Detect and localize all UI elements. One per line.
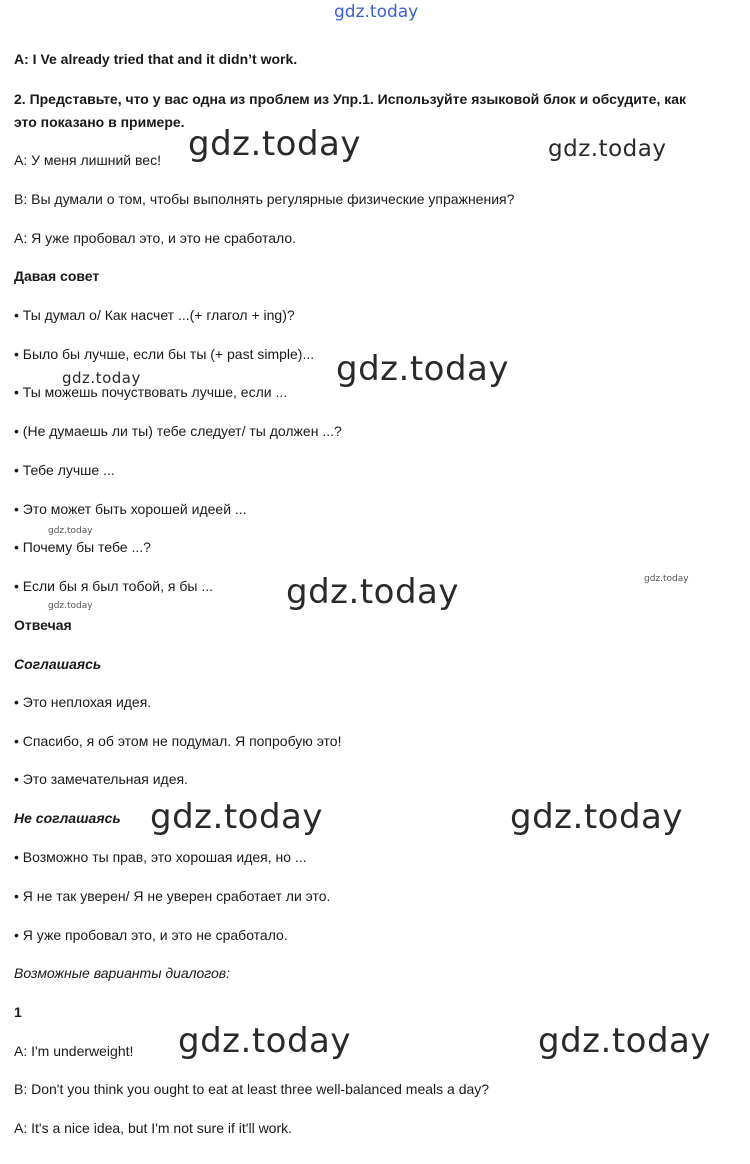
agree-item-3: • Это замечательная идея.: [14, 771, 188, 787]
task-2-heading-line-2: это показано в примере.: [14, 114, 185, 130]
example-line-b-exercise: B: Вы думали о том, чтобы выполнять регулярные физические упражнения?: [14, 191, 515, 207]
advice-item-3: • Ты можешь почуствовать лучше, если ...: [14, 384, 288, 400]
watermark-text: gdz.today: [48, 526, 93, 536]
example-line-a-tried: A: Я уже пробовал это, и это не сработало.: [14, 230, 297, 246]
advice-item-7: • Почему бы тебе ...?: [14, 539, 151, 555]
section-heading-giving-advice: Давая совет: [14, 268, 100, 284]
section-heading-responding: Отвечая: [14, 617, 72, 633]
disagree-item-1: • Возможно ты прав, это хорошая идея, но ...: [14, 849, 307, 865]
watermark-text: gdz.today: [538, 1021, 711, 1061]
watermark-text: gdz.today: [62, 369, 141, 387]
dialog-number-1: 1: [14, 1004, 22, 1020]
disagree-item-3: • Я уже пробовал это, и это не сработало.: [14, 927, 288, 943]
section-heading-sample-dialogs: Возможные варианты диалогов:: [14, 965, 230, 981]
disagree-item-2: • Я не так уверен/ Я не уверен сработает ли это.: [14, 888, 331, 904]
subheading-disagreeing: Не соглашаясь: [14, 810, 121, 826]
advice-item-2: • Было бы лучше, если бы ты (+ past simple)...: [14, 346, 315, 362]
task-2-heading-line-1: 2. Представьте, что у вас одна из проблем из Упр.1. Используйте языковой блок и обсудите, как: [14, 91, 687, 107]
agree-item-1: • Это неплохая идея.: [14, 694, 152, 710]
watermark-text: gdz.today: [510, 797, 683, 837]
watermark-text: gdz.today: [286, 572, 459, 612]
advice-item-4: • (Не думаешь ли ты) тебе следует/ ты должен ...?: [14, 423, 342, 439]
header-watermark-link[interactable]: gdz.today: [334, 2, 419, 22]
advice-item-1: • Ты думал о/ Как насчет ...(+ глагол + ing)?: [14, 307, 295, 323]
example-line-a-overweight: A: У меня лишний вес!: [14, 152, 161, 168]
subheading-agreeing: Соглашаясь: [14, 656, 102, 672]
advice-item-6: • Это может быть хорошей идеей ...: [14, 501, 247, 517]
watermark-text: gdz.today: [150, 797, 323, 837]
dialog-1-line-a-reply: A: It's a nice idea, but I'm not sure if it'll work.: [14, 1120, 293, 1136]
watermark-text: gdz.today: [336, 349, 509, 389]
dialog-1-line-b-meals: B: Don't you think you ought to eat at least three well-balanced meals a day?: [14, 1081, 490, 1097]
dialog-1-line-a-underweight: A: I'm underweight!: [14, 1043, 134, 1059]
watermark-text: gdz.today: [178, 1021, 351, 1061]
watermark-text: gdz.today: [188, 124, 361, 164]
dialog-line-a-tried: A: I Ve already tried that and it didn’t work.: [14, 51, 298, 67]
agree-item-2: • Спасибо, я об этом не подумал. Я попробую это!: [14, 733, 342, 749]
advice-item-8: • Если бы я был тобой, я бы ...: [14, 578, 213, 594]
advice-item-5: • Тебе лучше ...: [14, 462, 115, 478]
watermark-text: gdz.today: [548, 136, 667, 162]
watermark-text: gdz.today: [644, 574, 689, 584]
watermark-text: gdz.today: [48, 601, 93, 611]
